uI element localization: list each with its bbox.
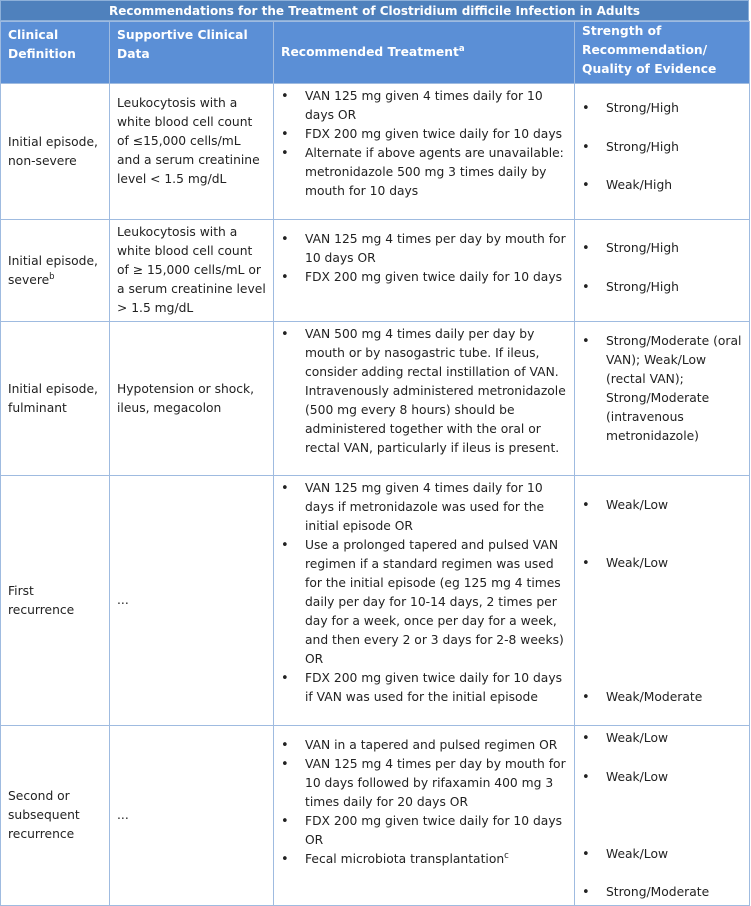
definition-cell: Initial episode, severe$^b$ [1,220,110,322]
strength-cell [575,220,750,322]
treatment-item: • FDX 200 mg given twice daily for 10 days OR [281,812,567,850]
recommendations-table [0,21,750,906]
strength-item: • Weak/Low [582,845,742,864]
treatment-item: • VAN 125 mg 4 times per day by mouth for 10 days OR [281,230,567,268]
header-strength: Strength of Recommendation/ Quality of Evidence [575,22,750,84]
strength-item: • Strong/High [582,239,742,258]
treatment-item: • FDX 200 mg given twice daily for 10 days [281,125,567,144]
strength-item: • Weak/Low [582,496,742,515]
strength-item: • Weak/Moderate [582,688,742,707]
strength-cell [575,476,750,726]
definition-cell: Initial episode, non-severe [1,84,110,220]
strength-item: • Strong/Moderate (oral VAN); Weak/Low (rectal VAN); Strong/Moderate (intravenous metronidazole) [582,332,742,446]
definition-cell: Initial episode, fulminant [1,322,110,476]
strength-item: • Strong/High [582,99,742,118]
treatment-item: • FDX 200 mg given twice daily for 10 days if VAN was used for the initial episode [281,669,567,707]
supportive-cell: ... [110,726,274,906]
treatment-cell [274,726,575,906]
treatment-cell [274,84,575,220]
treatment-cell [274,476,575,726]
table-row [1,220,750,322]
treatment-item: • Fecal microbiota transplantation$^c$ [281,850,567,869]
treatment-cell [274,220,575,322]
treatment-item: • VAN in a tapered and pulsed regimen OR [281,736,567,755]
table-row [1,322,750,476]
table-title: Recommendations for the Treatment of Clostridium difficile Infection in Adults [0,0,749,21]
table-row [1,84,750,220]
treatment-item: • VAN 500 mg 4 times daily per day by mouth or by nasogastric tube. If ileus, consider adding rectal instillation of VAN. Intravenously administered metronidazole (500 mg every 8 hours) should be administered together with the oral or rectal VAN, particularly if ileus is present. [281,325,567,458]
strength-cell [575,726,750,906]
strength-item: • Weak/Low [582,729,742,748]
header-row [1,22,750,84]
treatment-item: • VAN 125 mg 4 times per day by mouth for 10 days followed by rifaxamin 400 mg 3 times daily for 20 days OR [281,755,567,812]
strength-cell [575,84,750,220]
supportive-cell: Leukocytosis with a white blood cell count of ≤15,000 cells/mL and a serum creatinine level < 1.5 mg/dL [110,84,274,220]
table-row [1,476,750,726]
strength-item: • Weak/High [582,176,742,195]
header-clinical-definition: Clinical Definition [1,22,110,84]
strength-item: • Weak/Low [582,554,742,573]
treatment-item: • Use a prolonged tapered and pulsed VAN regimen if a standard regimen was used for the initial episode (eg 125 mg 4 times daily per day for 10-14 days, 2 times per day for a week, once per day for a week, and then every 2 or 3 days for 2-8 weeks) OR [281,536,567,669]
header-recommended-treatment: Recommended Treatment$^a$ [274,22,575,84]
treatment-item: • Alternate if above agents are unavailable: metronidazole 500 mg 3 times daily by mouth for 10 days [281,144,567,201]
definition-cell: Second or subsequent recurrence [1,726,110,906]
strength-item: • Strong/Moderate [582,883,742,902]
treatment-item: • FDX 200 mg given twice daily for 10 days [281,268,567,287]
supportive-cell: ... [110,476,274,726]
definition-cell: First recurrence [1,476,110,726]
strength-item: • Strong/High [582,138,742,157]
strength-item: • Weak/Low [582,768,742,787]
header-supportive-data: Supportive Clinical Data [110,22,274,84]
strength-cell [575,322,750,476]
table-row [1,726,750,906]
strength-item: • Strong/High [582,278,742,297]
treatment-item: • VAN 125 mg given 4 times daily for 10 days if metronidazole was used for the initial episode OR [281,479,567,536]
supportive-cell: Hypotension or shock, ileus, megacolon [110,322,274,476]
supportive-cell: Leukocytosis with a white blood cell count of ≥ 15,000 cells/mL or a serum creatinine level > 1.5 mg/dL [110,220,274,322]
treatment-cell [274,322,575,476]
treatment-item: • VAN 125 mg given 4 times daily for 10 days OR [281,87,567,125]
